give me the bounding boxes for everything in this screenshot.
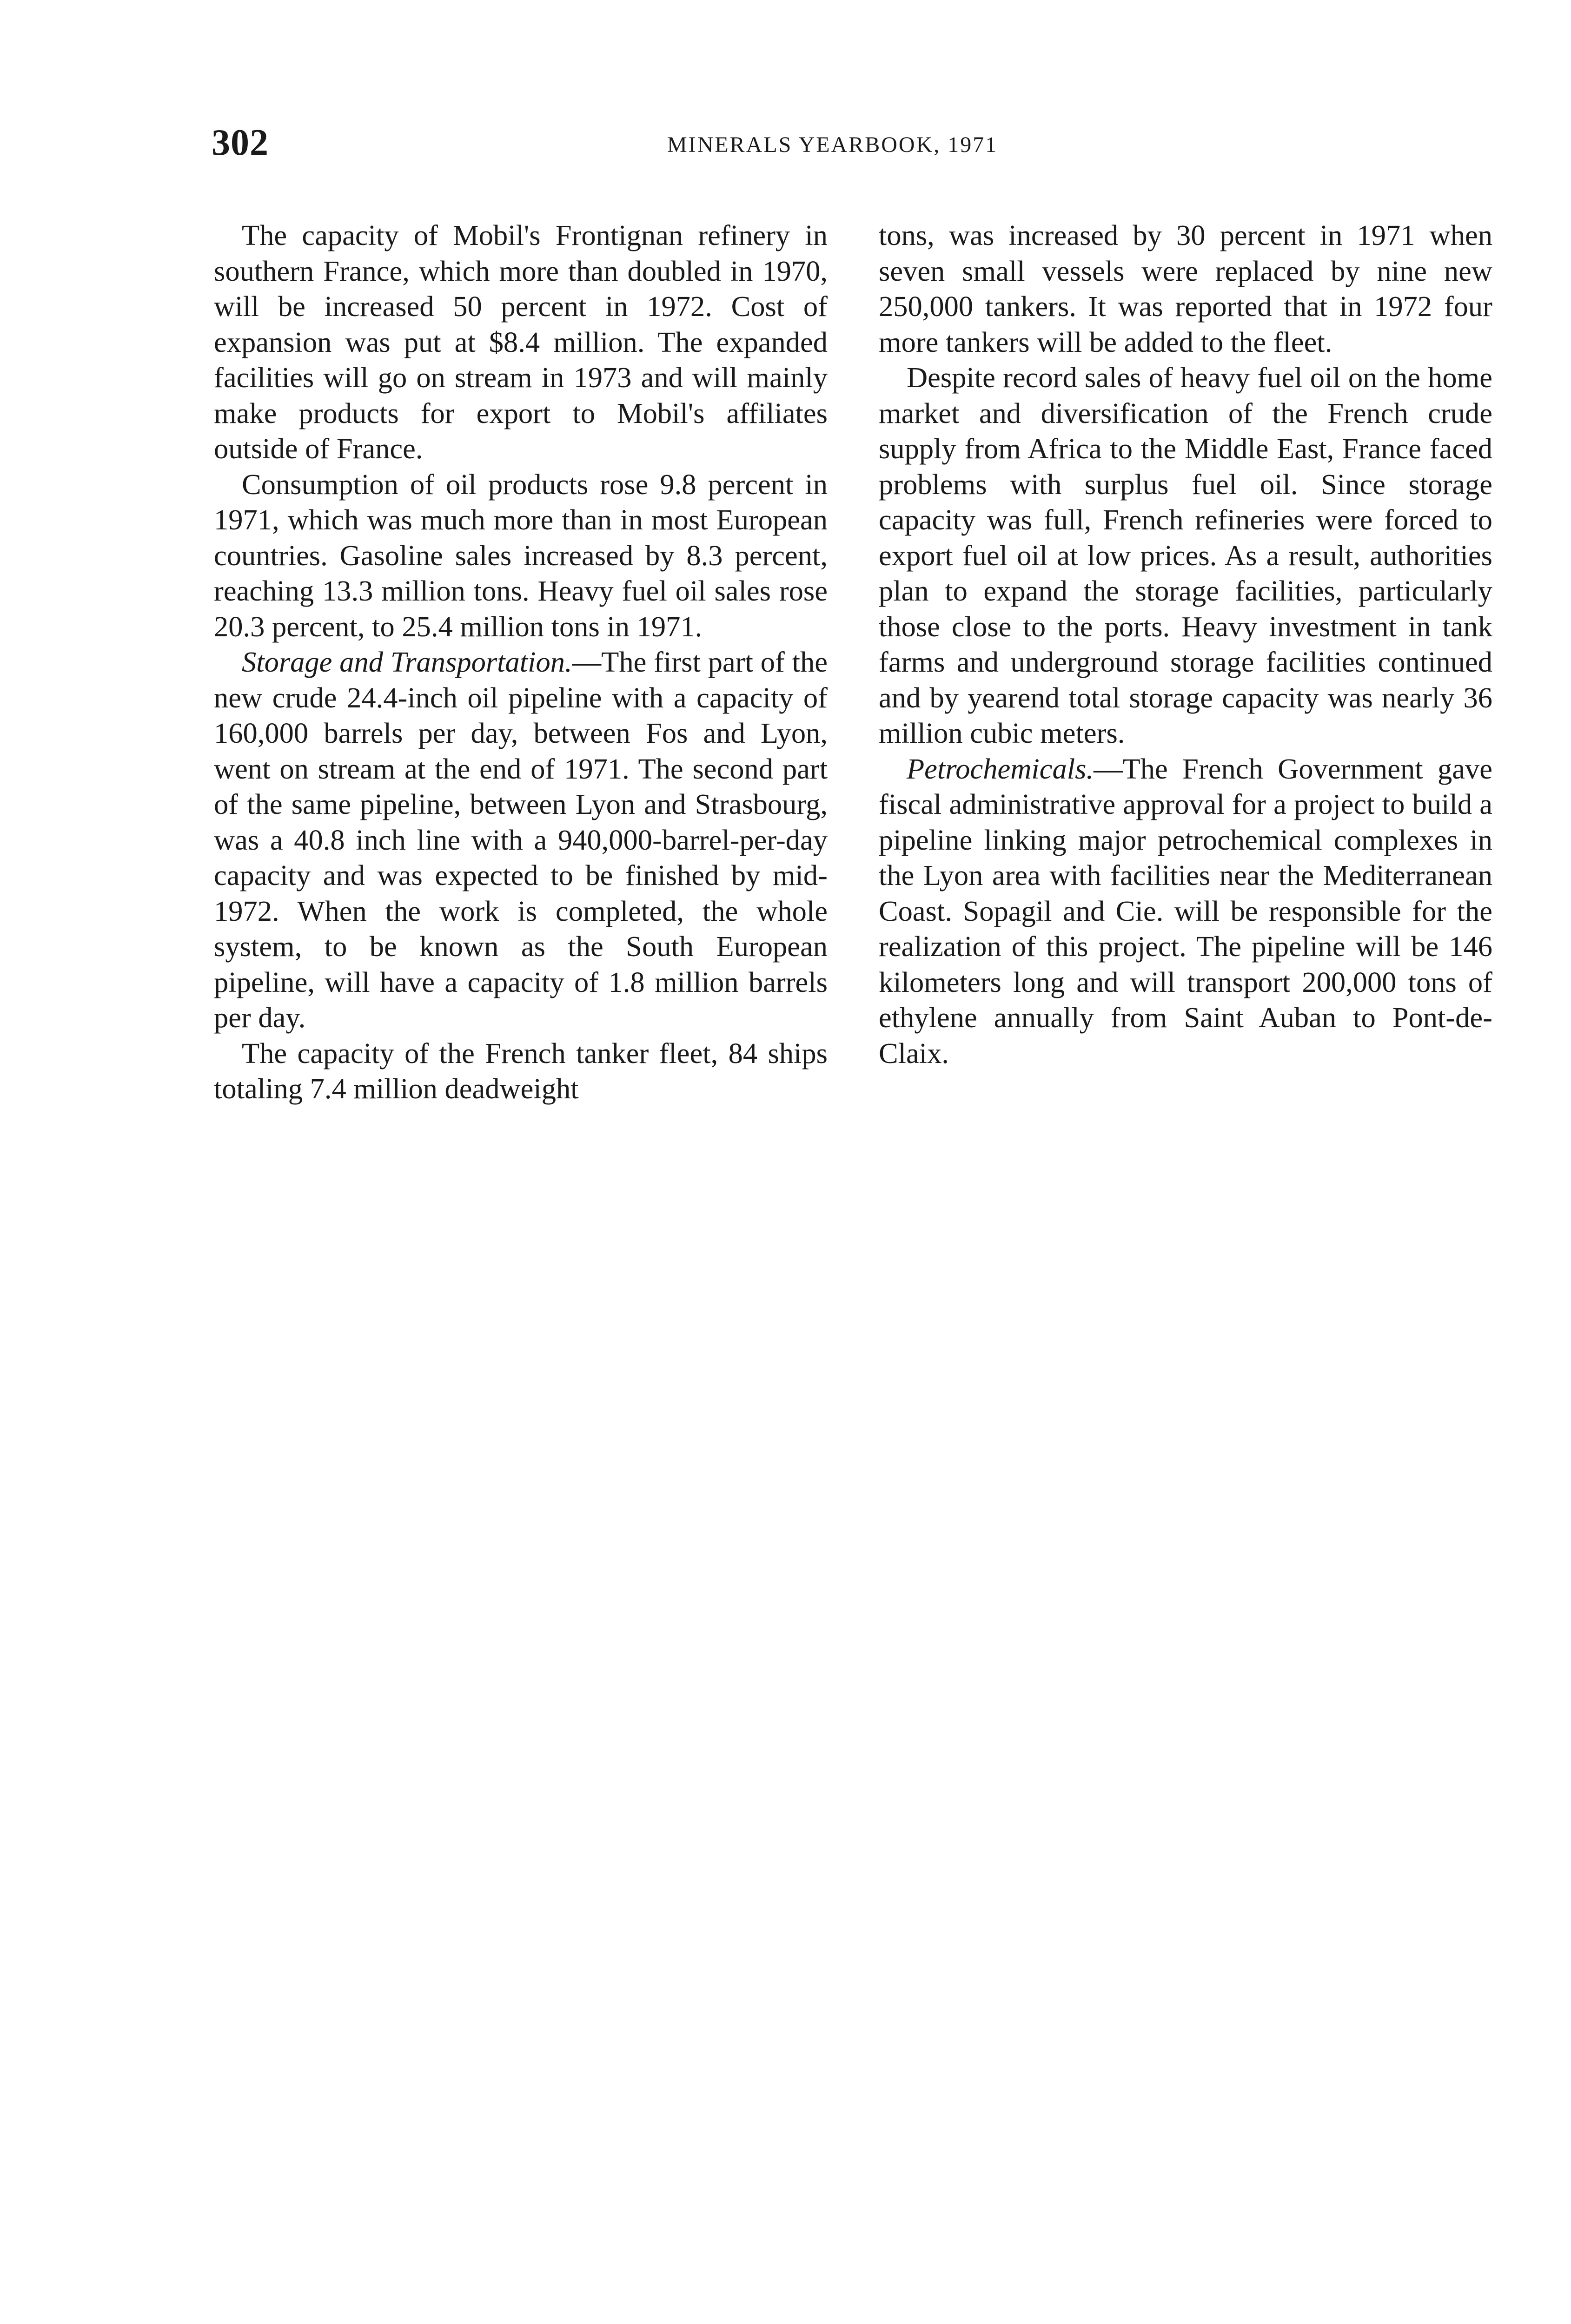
running-title: MINERALS YEARBOOK, 1971 xyxy=(667,132,998,157)
paragraph-tanker-fleet: The capacity of the French tanker fleet, 84 ships totaling 7.4 million deadweight xyxy=(214,1037,828,1105)
paragraph-storage-transportation xyxy=(214,644,828,1036)
storage-body: —The first part of the new crude 24.4-inch oil pipeline with a capacity of 160,000 barrels per day, between Fos and Lyon, went on stream at the end of 1971. The second part of the same pipeline, between Lyon and Strasbourg, was a 40.8 inch line with a 940,000-barrel-per-day capacity and was expected to be finished by mid-1972. When the work is completed, the whole system, to be known as the South European pipeline, will have a capacity of 1.8 million barrels per day. xyxy=(214,646,828,1034)
paragraph-fuel-oil-surplus: Despite record sales of heavy fuel oil on the home market and diversification of the French crude supply from Africa to the Middle East, France faced problems with surplus fuel oil. Since storage capacity was full, French refineries were forced to export fuel oil at low prices. As a result, authorities plan to expand the storage facilities, particularly those close to the ports. Heavy investment in tank farms and underground storage facilities continued and by yearend total storage capacity was nearly 36 million cubic meters. xyxy=(879,361,1492,749)
page-number: 302 xyxy=(212,122,269,163)
paragraph-tanker-continued: tons, was increased by 30 percent in 1971 when seven small vessels were replaced by nine new 250,000 tankers. It was reported that in 1972 four more tankers will be added to the fleet. xyxy=(879,219,1492,358)
page-header xyxy=(212,122,1513,164)
right-column xyxy=(879,218,1492,1071)
paragraph-mobil-refinery: The capacity of Mobil's Frontignan refinery in southern France, which more than doubled in 1970, will be increased 50 percent in 1972. Cost of expansion was put at $8.4 million. The expanded facilities will go on stream in 1973 and will mainly make products for export to Mobil's affiliates outside of France. xyxy=(214,219,828,465)
left-column xyxy=(214,218,828,1107)
paragraph-petrochemicals xyxy=(879,751,1492,1071)
section-heading-petrochemicals: Petrochemicals. xyxy=(907,752,1094,785)
paragraph-consumption: Consumption of oil products rose 9.8 percent in 1971, which was much more than in most European countries. Gasoline sales increased by 8.3 percent, reaching 13.3 million tons. Heavy fuel oil sales rose 20.3 percent, to 25.4 million tons in 1971. xyxy=(214,468,828,643)
petrochemicals-body: —The French Government gave fiscal administrative approval for a project to build a pipeline linking major petrochemical complexes in the Lyon area with facilities near the Mediterranean Coast. Sopagil and Cie. will be responsible for the realization of this project. The pipeline will be 146 kilometers long and will transport 200,000 tons of ethylene annually from Saint Auban to Pont-de-Claix. xyxy=(879,752,1492,1070)
section-heading-storage: Storage and Transportation. xyxy=(242,646,572,678)
